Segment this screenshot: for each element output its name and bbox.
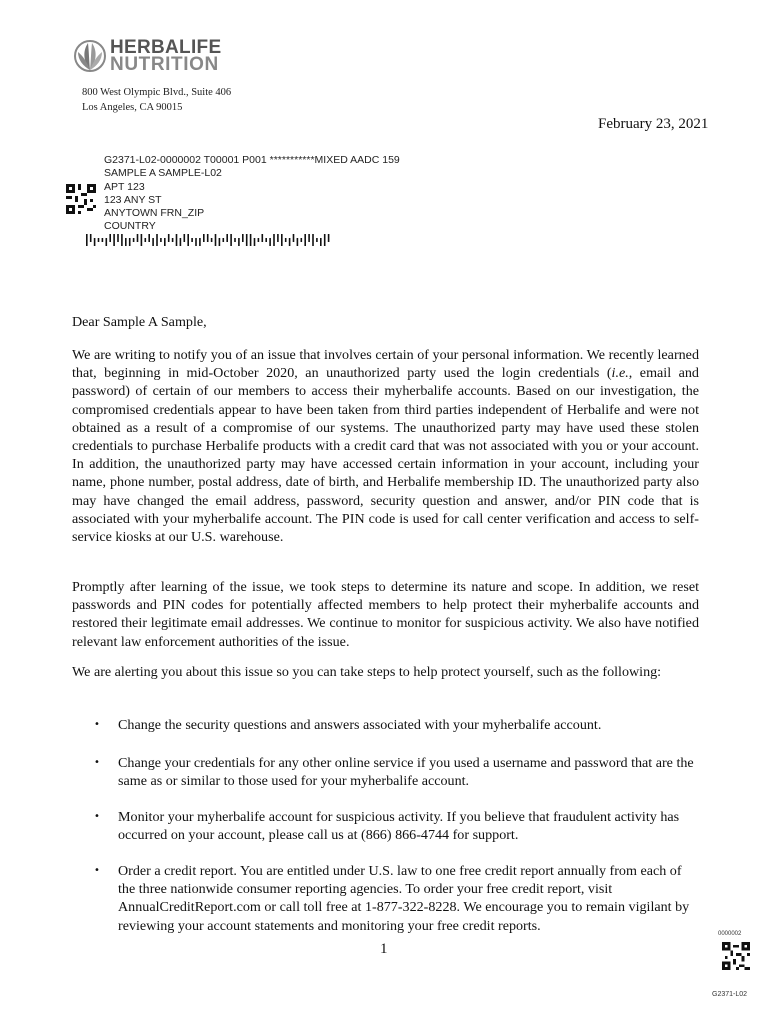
footer-document-code: G2371-L02 (712, 991, 748, 998)
recipient-mailing-block (104, 154, 400, 234)
list-item-text: Change the security questions and answers associated with your myherbalife account. (118, 717, 602, 733)
barcode-bar (125, 238, 127, 246)
bullet-icon: • (94, 865, 100, 876)
barcode-bar (145, 238, 147, 242)
barcode-bar (109, 234, 111, 242)
barcode-bar (328, 234, 330, 242)
paragraph-text: We are writing to notify you of an issue that involves certain of your personal information. We recently learned that, beginning in mid-October 2020, an unauthorized party used the login credentials ( (72, 347, 699, 382)
barcode-bar (164, 238, 166, 246)
barcode-bar (168, 234, 170, 242)
barcode-bar (308, 234, 310, 242)
barcode-bar (316, 238, 318, 242)
barcode-bar (304, 234, 306, 246)
list-item-text: Order a credit report. You are entitled under U.S. law to one free credit report annually from each of the three nationwide consumer reporting agencies. To order your free credit report, visit AnnualCreditReport.com or call toll free at 1-877-322-8228. We encourage you to remain vigilant by reviewing your account statements and monitoring your free credit reports. (118, 863, 690, 934)
barcode-bar (297, 238, 299, 246)
barcode-bar (113, 234, 115, 246)
list-item (94, 754, 699, 790)
barcode-bar (94, 238, 96, 246)
barcode-bar (191, 238, 193, 242)
barcode-bar (86, 234, 88, 246)
document-sequence-code: 0000002 (718, 931, 742, 937)
salutation (72, 313, 699, 331)
paragraph-response (72, 578, 699, 651)
barcode-bar (301, 238, 303, 242)
barcode-bar (215, 234, 217, 246)
barcode-bar (156, 234, 158, 246)
mailing-line: 123 ANY ST (104, 193, 162, 206)
barcode-bar (289, 238, 291, 246)
barcode-bar (320, 238, 322, 246)
barcode-bar (98, 238, 100, 242)
barcode-bar (238, 238, 240, 246)
barcode-bar (273, 234, 275, 246)
list-item-text: Monitor your myherbalife account for suspicious activity. If you believe that fraudulent activity has occurred on your account, please call us at (866) 866-4744 for support. (118, 809, 680, 844)
barcode-bar (199, 238, 201, 246)
barcode-bar (258, 238, 260, 242)
barcode-bar (242, 234, 244, 242)
bullet-icon: • (94, 757, 100, 768)
barcode-bar (117, 234, 119, 242)
barcode-bar (184, 234, 186, 242)
salutation-text: Dear Sample A Sample, (72, 314, 207, 330)
barcode-bar (180, 238, 182, 246)
logo-wordmark-nutrition: NUTRITION (110, 54, 219, 75)
bullet-icon: • (94, 719, 100, 730)
herbalife-logo (74, 38, 254, 78)
paragraph-emphasis: i.e. (611, 365, 629, 382)
barcode-bar (223, 238, 225, 242)
barcode-bar (262, 234, 264, 242)
barcode-bar (121, 234, 123, 246)
paragraph-alert (72, 663, 699, 681)
list-item (94, 808, 699, 844)
barcode-bar (90, 234, 92, 242)
paragraph-text: We are alerting you about this issue so you can take steps to help protect yourself, such as the following: (72, 664, 662, 680)
barcode-bar (293, 234, 295, 242)
barcode-bar (176, 234, 178, 246)
mailing-line: SAMPLE A SAMPLE-L02 (104, 167, 222, 180)
mailing-line: G2371-L02-0000002 T00001 P001 ***********MIXED AADC 159 (104, 154, 400, 166)
page-number: 1 (380, 941, 388, 957)
barcode-bar (250, 234, 252, 246)
barcode-bar (211, 238, 213, 242)
sender-address (82, 85, 231, 115)
barcode-bar (195, 238, 197, 246)
qr-code-icon (66, 184, 96, 214)
barcode-bar (141, 234, 143, 246)
barcode-bar (106, 238, 108, 246)
barcode-bar (230, 234, 232, 246)
qr-code-icon (722, 942, 750, 970)
barcode-bar (312, 234, 314, 246)
sender-address-line: 800 West Olympic Blvd., Suite 406 (82, 87, 232, 98)
sender-address-line: Los Angeles, CA 90015 (82, 102, 183, 113)
barcode-bar (281, 234, 283, 246)
barcode-bar (277, 234, 279, 242)
postal-barcode-icon (86, 234, 336, 246)
mailing-line: APT 123 (104, 180, 145, 193)
barcode-bar (246, 234, 248, 246)
logo-wordmark-herbalife: HERBALIFE (110, 37, 222, 58)
barcode-bar (102, 238, 104, 242)
herbalife-leaf-icon (74, 38, 106, 74)
barcode-bar (207, 234, 209, 242)
barcode-bar (160, 238, 162, 242)
mailing-line: COUNTRY (104, 220, 156, 233)
mailing-line: ANYTOWN FRN_ZIP (104, 207, 205, 220)
barcode-bar (269, 238, 271, 246)
letter-date: February 23, 2021 (598, 116, 709, 132)
barcode-bar (203, 234, 205, 242)
bullet-icon: • (94, 811, 100, 822)
barcode-bar (148, 234, 150, 242)
list-item (94, 716, 601, 734)
list-item (94, 862, 699, 935)
paragraph-notification (72, 346, 699, 546)
barcode-bar (226, 234, 228, 242)
list-item-text: Change your credentials for any other online service if you used a username and password that are the same as or similar to those used for your myherbalife account. (118, 755, 694, 790)
barcode-bar (137, 234, 139, 242)
barcode-bar (254, 238, 256, 246)
barcode-bar (324, 234, 326, 246)
barcode-bar (152, 238, 154, 246)
barcode-bar (187, 234, 189, 246)
barcode-bar (234, 238, 236, 242)
paragraph-text: Promptly after learning of the issue, we took steps to determine its nature and scope. In addition, we reset passwords and PIN codes for potentially affected members to help protect their myherbalife accounts and restored their legitimate email addresses. We continue to monitor for suspicious activity. We also have notified relevant law enforcement authorities of the issue. (72, 579, 699, 650)
barcode-bar (129, 238, 131, 246)
barcode-bar (219, 238, 221, 246)
paragraph-text: , email and password) of certain of our members to access their myherbalife accounts. Based on our investigation, the compromised credentials appear to have been taken from third parties independent of Herbalife and were not obtained as a result of a compromise of our systems. The unauthorized party may have used these stolen credentials to purchase Herbalife products with a credit card that was not associated with you or your account. In addition, the unauthorized party may have accessed certain information in your account, including your name, phone number, postal address, date of birth, and Herbalife membership ID. The unauthorized party also may have changed the email address, password, security question and answer, and/or PIN code that is associated with your myherbalife account. The PIN code is used for call center verification and access to self-service kiosks at our U.S. warehouse. (72, 365, 699, 546)
barcode-bar (133, 238, 135, 242)
barcode-bar (265, 238, 267, 242)
barcode-bar (172, 238, 174, 242)
barcode-bar (285, 238, 287, 242)
